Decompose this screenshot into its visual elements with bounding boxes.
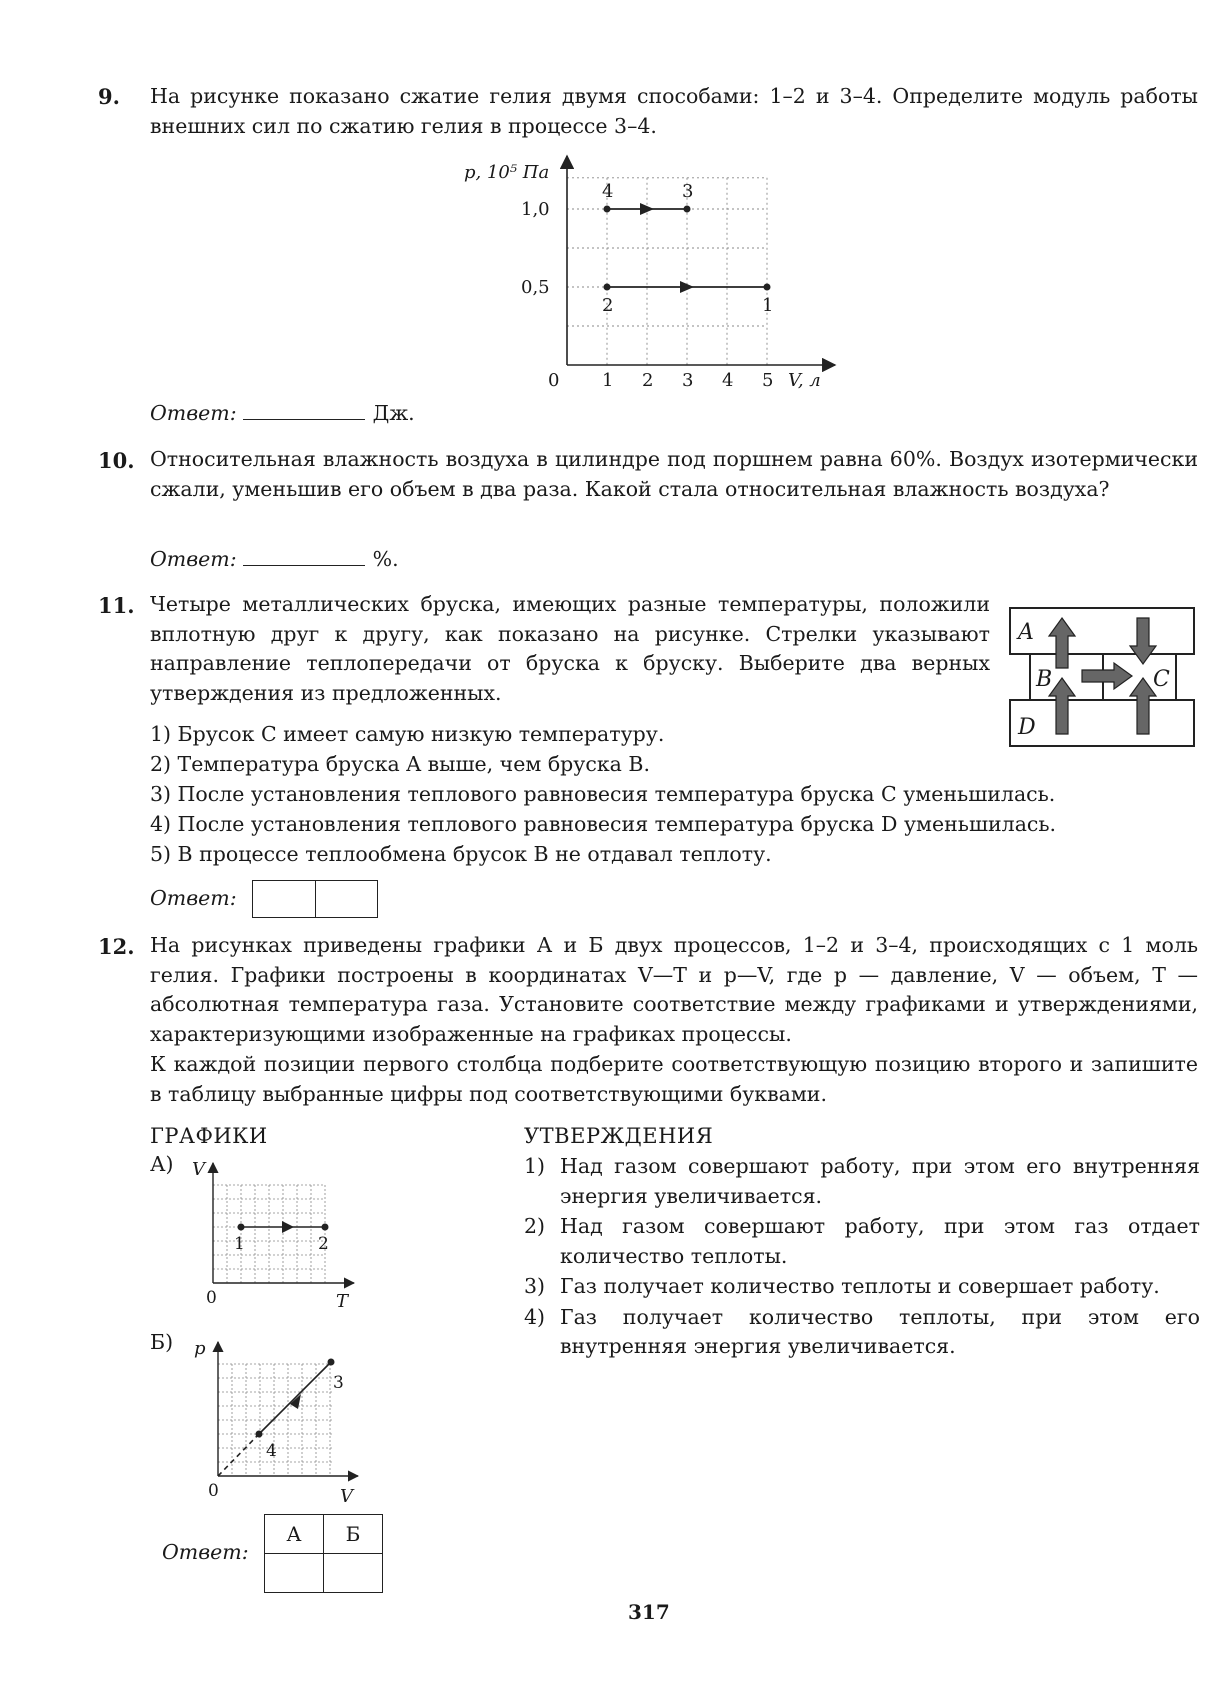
statement-1-text: Над газом совершают работу, при этом его внутренняя энергия увеличивается. xyxy=(560,1154,1200,1208)
pv-chart-grid xyxy=(567,178,767,365)
question-11-number: 11. xyxy=(98,593,135,618)
q9-answer-blank[interactable] xyxy=(243,401,365,420)
q12-header-b: Б xyxy=(324,1515,383,1554)
q11-answer-cell-2[interactable] xyxy=(316,881,378,917)
graph-a-origin: 0 xyxy=(206,1288,217,1308)
q12-answer-cell-a[interactable] xyxy=(265,1554,324,1593)
graph-b-extension-line xyxy=(218,1434,259,1476)
pv-chart-series xyxy=(602,181,773,316)
x-tick-3: 3 xyxy=(682,370,694,391)
question-12-text: На рисунках приведены графики А и Б двух процессов, 1–2 и 3–4, происходящих с 1 моль гелия. Графики построены в координатах V—T и p—V, где p — давление, V — объем, T — абсолютная температура газа. Установите соответствие между графиками и утверждениями, характеризующими изображенные на графиках процессы. xyxy=(150,933,1198,1046)
graph-b-label-3: 3 xyxy=(333,1373,344,1393)
q11-answer-label: Ответ: xyxy=(150,886,237,910)
question-9-text: На рисунке показано сжатие гелия двумя способами: 1–2 и 3–4. Определите модуль работы внешних сил по сжатию гелия в процессе 3–4. xyxy=(150,84,1198,138)
q12-header-a: А xyxy=(265,1515,324,1554)
q10-answer-label: Ответ: xyxy=(150,547,237,571)
statement-3 xyxy=(524,1272,1200,1302)
y-axis-label-text: p, 10⁵ Па xyxy=(464,162,550,183)
statement-4-text: Газ получает количество теплоты, при этом его внутренняя энергия увеличивается. xyxy=(560,1304,1200,1358)
label-b: B xyxy=(1036,667,1053,692)
graph-a-label-1: 1 xyxy=(234,1234,245,1254)
x-tick-4: 4 xyxy=(722,370,734,391)
label-d: D xyxy=(1018,715,1036,740)
graph-a-point-2 xyxy=(322,1224,329,1231)
label-a: A xyxy=(1018,620,1034,645)
point-label-4: 4 xyxy=(602,181,614,202)
graph-b-y-label: p xyxy=(194,1338,206,1359)
q10-answer-blank[interactable] xyxy=(243,547,365,566)
pv-chart xyxy=(430,150,850,400)
graph-b-point-4 xyxy=(256,1431,263,1438)
bar-a xyxy=(1010,608,1194,654)
point-label-3: 3 xyxy=(682,181,694,202)
q10-answer-row xyxy=(150,547,399,571)
q9-answer-unit: Дж. xyxy=(372,401,415,425)
page-number: 317 xyxy=(628,1600,670,1624)
y-tick-0,5: 0,5 xyxy=(521,277,550,298)
graph-b-point-3 xyxy=(328,1359,335,1366)
q12-answer-label: Ответ: xyxy=(162,1540,249,1564)
statement-2-num: 2) xyxy=(524,1214,546,1238)
question-10-text: Относительная влажность воздуха в цилиндре под поршнем равна 60%. Воздух изотермически сжали, уменьшив его объем в два раза. Какой стала относительная влажность воздуха? xyxy=(150,447,1198,501)
question-12-number: 12. xyxy=(98,934,135,959)
graph-a-y-label: V xyxy=(192,1159,205,1180)
q11-option-4: 4) После установления теплового равновесия температура бруска D уменьшилась. xyxy=(150,812,1057,836)
question-11-text: Четыре металлических бруска, имеющих разные температуры, положили вплотную друг к другу, как показано на рисунке. Стрелки указывают направление теплопередачи от бруска к бруску. Выберите два верных утверждения из предложенных. xyxy=(150,592,990,705)
q11-option-3: 3) После установления теплового равновесия температура бруска C уменьшилась. xyxy=(150,782,1056,806)
statement-4 xyxy=(524,1303,1200,1362)
graph-b-label-4: 4 xyxy=(266,1441,277,1461)
graph-b-process-line xyxy=(259,1362,331,1434)
statement-1-num: 1) xyxy=(524,1154,546,1178)
label-c: C xyxy=(1153,667,1170,692)
x-tick-1: 1 xyxy=(602,370,614,391)
graph-a-direction-arrow xyxy=(282,1221,294,1233)
graph-b-origin: 0 xyxy=(208,1481,219,1501)
y-tick-1,0: 1,0 xyxy=(521,199,550,220)
graph-b xyxy=(186,1330,366,1510)
q12-answer-table xyxy=(264,1514,383,1593)
statement-2-text: Над газом совершают работу, при этом газ отдает количество теплоты. xyxy=(560,1214,1200,1268)
question-9-number: 9. xyxy=(98,84,120,109)
point-label-2: 2 xyxy=(602,295,614,316)
point-1 xyxy=(764,284,771,291)
statement-2 xyxy=(524,1212,1200,1271)
q11-answer-boxes xyxy=(252,880,378,918)
x-tick-5: 5 xyxy=(762,370,774,391)
x-tick-0: 0 xyxy=(548,370,560,391)
graph-a xyxy=(186,1155,366,1325)
point-label-1: 1 xyxy=(762,295,774,316)
graph-a-letter: А) xyxy=(150,1152,174,1176)
bars-figure xyxy=(1008,606,1198,748)
point-3 xyxy=(684,206,691,213)
point-4 xyxy=(604,206,611,213)
statement-4-num: 4) xyxy=(524,1304,546,1329)
graph-a-point-1 xyxy=(238,1224,245,1231)
graph-a-label-2: 2 xyxy=(318,1234,329,1254)
bar-d xyxy=(1010,700,1194,746)
question-12-instruction: К каждой позиции первого столбца подберите соответствующую позицию второго и запишите в таблицу выбранные цифры под соответствующими буквами. xyxy=(150,1052,1198,1106)
q9-answer-row xyxy=(150,401,415,425)
x-tick-2: 2 xyxy=(642,370,654,391)
direction-arrow-1–2 xyxy=(680,281,694,293)
statement-1 xyxy=(524,1152,1200,1211)
q11-option-5: 5) В процессе теплообмена брусок B не отдавал теплоту. xyxy=(150,842,772,866)
q9-answer-label: Ответ: xyxy=(150,401,237,425)
question-10-number: 10. xyxy=(98,448,135,473)
y-axis-label xyxy=(464,162,549,183)
statements-list xyxy=(524,1152,1200,1362)
graph-a-x-label: T xyxy=(336,1291,349,1312)
point-2 xyxy=(604,284,611,291)
q11-answer-cell-1[interactable] xyxy=(253,881,316,917)
q12-answer-cell-b[interactable] xyxy=(324,1554,383,1593)
graph-b-letter: Б) xyxy=(150,1330,174,1354)
x-axis-label: V, л xyxy=(788,370,821,391)
q11-option-2: 2) Температура бруска A выше, чем бруска B. xyxy=(150,752,650,776)
q11-option-1: 1) Брусок C имеет самую низкую температуру. xyxy=(150,722,665,746)
statement-3-num: 3) xyxy=(524,1274,546,1298)
statement-3-text: Газ получает количество теплоты и совершает работу. xyxy=(560,1274,1160,1298)
graphs-heading: ГРАФИКИ xyxy=(150,1124,268,1148)
statements-heading: УТВЕРЖДЕНИЯ xyxy=(524,1124,714,1148)
graph-b-x-label: V xyxy=(340,1486,353,1507)
q12-answer-table-wrap xyxy=(264,1514,383,1593)
q10-answer-unit: %. xyxy=(372,547,399,571)
